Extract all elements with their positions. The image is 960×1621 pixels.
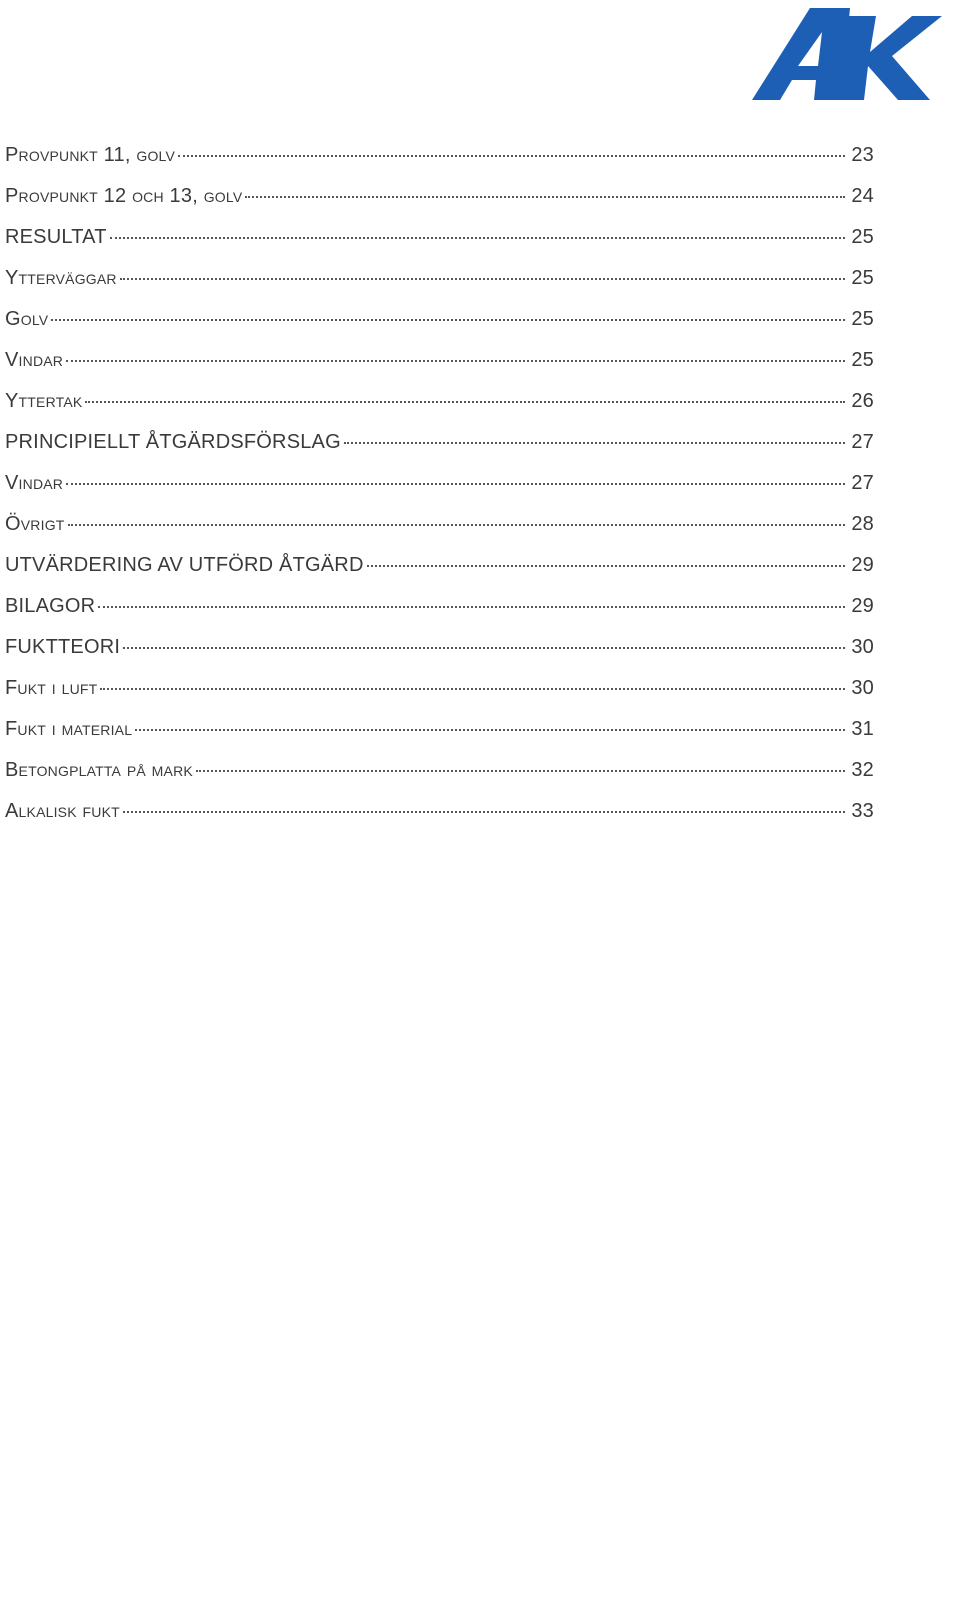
company-logo [752,8,942,104]
toc-entry[interactable] [5,636,874,677]
toc-dot-leader [98,606,845,608]
toc-entry-label: Övrigt [5,513,65,535]
toc-entry-label: Yttertak [5,390,83,412]
toc-entry[interactable] [5,226,874,267]
toc-entry-label: BILAGOR [5,595,96,617]
ak-logo-icon [752,8,942,104]
toc-entry[interactable] [5,554,874,595]
toc-dot-leader [120,278,845,280]
toc-entry-page-number: 27 [851,431,874,453]
toc-entry-page-number: 23 [851,144,874,166]
toc-entry-page-number: 33 [851,800,874,822]
toc-entry[interactable] [5,267,874,308]
toc-dot-leader [135,729,845,731]
toc-entry-label: Vindar [5,472,64,494]
toc-entry-label: Ytterväggar [5,267,117,289]
toc-entry[interactable] [5,677,874,718]
toc-entry[interactable] [5,472,874,513]
toc-entry-page-number: 29 [851,554,874,576]
toc-entry-label: Alkalisk fukt [5,800,120,822]
toc-dot-leader [344,442,845,444]
toc-dot-leader [367,565,845,567]
toc-entry-label: Fukt i luft [5,677,98,699]
toc-entry[interactable] [5,800,874,841]
toc-entry-label: Fukt i material [5,718,133,740]
toc-entry-page-number: 31 [851,718,874,740]
toc-dot-leader [110,237,845,239]
toc-entry-label: UTVÄRDERING AV UTFÖRD ÅTGÄRD [5,554,364,576]
toc-entry-page-number: 32 [851,759,874,781]
toc-entry-label: Provpunkt 11, golv [5,144,176,166]
toc-entry[interactable] [5,144,874,185]
toc-entry[interactable] [5,513,874,554]
toc-entry[interactable] [5,185,874,226]
toc-dot-leader [245,196,845,198]
toc-entry-page-number: 25 [851,308,874,330]
toc-entry-label: Betongplatta på mark [5,759,193,781]
toc-entry-page-number: 24 [851,185,874,207]
toc-dot-leader [66,360,845,362]
toc-entry-page-number: 25 [851,267,874,289]
toc-entry-label: RESULTAT [5,226,107,248]
toc-entry[interactable] [5,431,874,472]
toc-dot-leader [51,319,845,321]
toc-dot-leader [196,770,845,772]
toc-entry[interactable] [5,349,874,390]
toc-dot-leader [100,688,845,690]
toc-entry[interactable] [5,308,874,349]
toc-dot-leader [66,483,845,485]
toc-entry-label: Provpunkt 12 och 13, golv [5,185,243,207]
toc-entry-page-number: 26 [851,390,874,412]
toc-entry-page-number: 29 [851,595,874,617]
toc-entry-label: FUKTTEORI [5,636,121,658]
toc-entry-label: Golv [5,308,49,330]
toc-entry[interactable] [5,759,874,800]
toc-entry-label: Vindar [5,349,64,371]
toc-entry-page-number: 28 [851,513,874,535]
toc-entry-page-number: 25 [851,349,874,371]
toc-entry-page-number: 30 [851,636,874,658]
toc-dot-leader [85,401,845,403]
toc-entry-page-number: 27 [851,472,874,494]
toc-entry-page-number: 30 [851,677,874,699]
toc-entry[interactable] [5,390,874,431]
toc-dot-leader [123,811,845,813]
toc-entry[interactable] [5,718,874,759]
toc-dot-leader [68,524,845,526]
toc-dot-leader [178,155,845,157]
toc-entry-page-number: 25 [851,226,874,248]
toc-entry-label: PRINCIPIELLT ÅTGÄRDSFÖRSLAG [5,431,341,453]
toc-dot-leader [123,647,845,649]
toc-entry[interactable] [5,595,874,636]
table-of-contents [5,144,874,841]
